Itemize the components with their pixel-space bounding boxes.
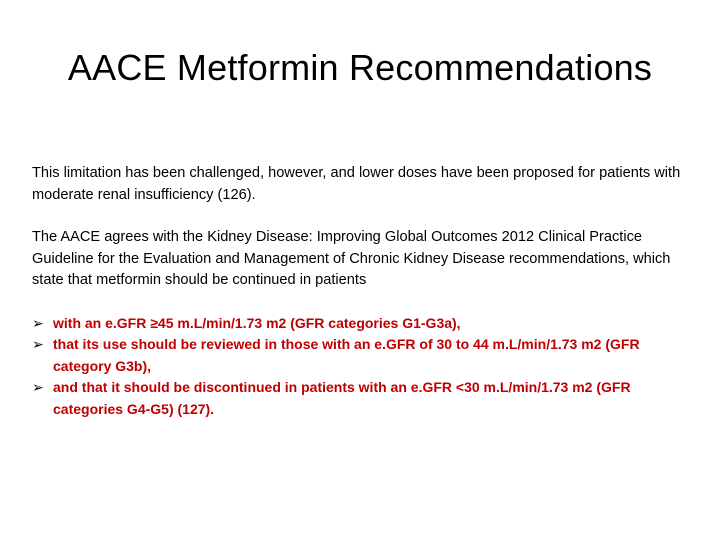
recommendation-list	[32, 313, 692, 421]
list-item-text: with an e.GFR ≥45 m.L/min/1.73 m2 (GFR categories G1-G3a),	[53, 314, 461, 331]
slide-title: AACE Metformin Recommendations	[67, 47, 653, 88]
list-item-text: that its use should be reviewed in those with an e.GFR of 30 to 44 m.L/min/1.73 m2 (GFR category G3b),	[53, 336, 640, 374]
slide-body	[32, 163, 692, 420]
list-item	[32, 334, 692, 377]
paragraph-limitation: This limitation has been challenged, however, and lower doses have been proposed for patients with moderate renal insufficiency (126).	[32, 165, 681, 203]
arrow-bullet-icon: ➢	[32, 379, 44, 395]
list-item	[32, 377, 692, 420]
arrow-bullet-icon: ➢	[32, 314, 44, 331]
list-item	[32, 313, 692, 335]
arrow-bullet-icon: ➢	[32, 336, 44, 352]
paragraph-aace-guideline: The AACE agrees with the Kidney Disease: Improving Global Outcomes 2012 Clinical Practice Guideline for the Evaluation and Management of Chronic Kidney Disease recommendations, which state that metformin should be continued in patients	[32, 229, 671, 288]
list-item-text: and that it should be discontinued in patients with an e.GFR <30 m.L/min/1.73 m2 (GFR categories G4-G5) (127).	[53, 379, 631, 417]
